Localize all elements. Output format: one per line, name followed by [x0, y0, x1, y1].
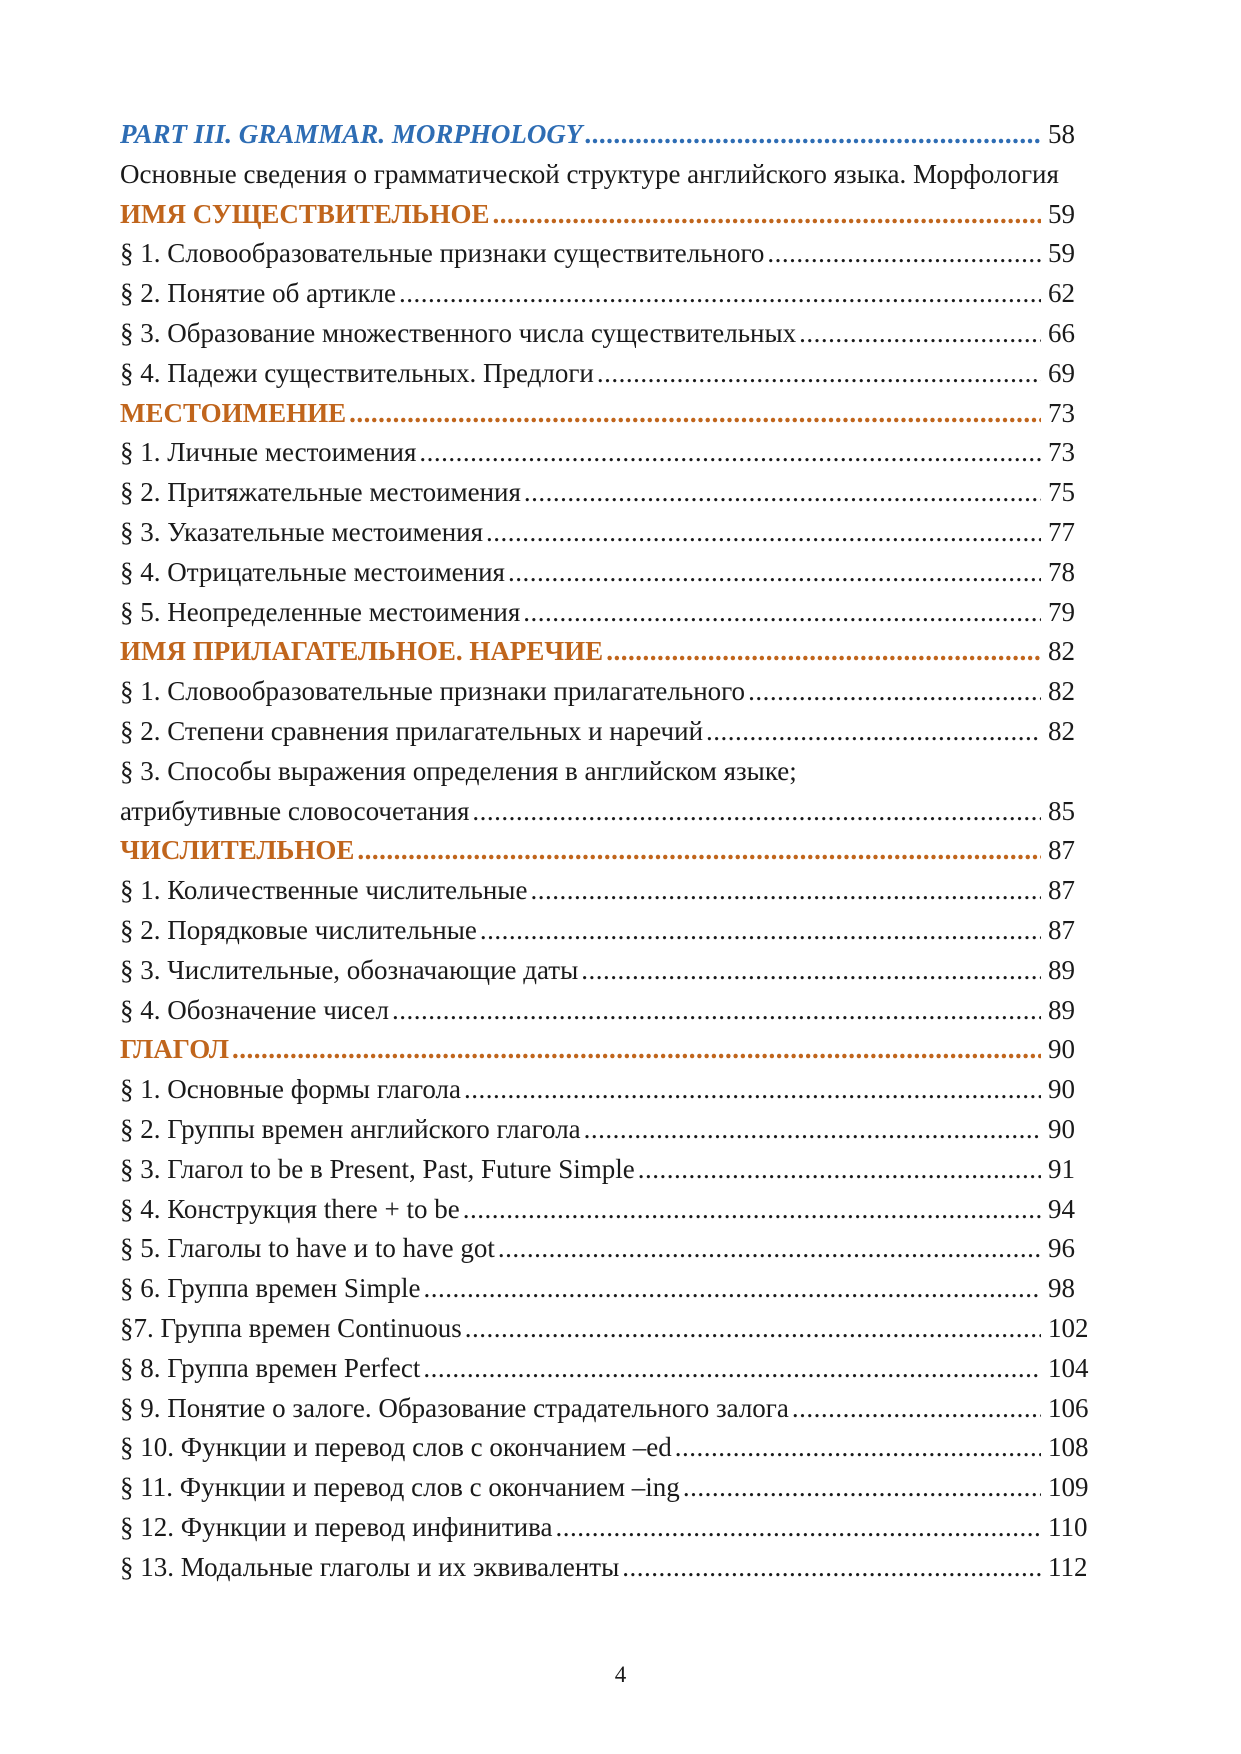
dot-leader — [584, 1110, 1041, 1150]
dot-leader — [767, 234, 1041, 274]
toc-entry[interactable]: § 1. Количественные числительные ..... 87 — [120, 871, 1100, 911]
toc-entry[interactable]: § 5. Глаголы to have и to have got ..... 96 — [120, 1229, 1100, 1269]
dot-leader — [465, 1309, 1041, 1349]
dot-leader — [419, 433, 1041, 473]
dot-leader — [486, 513, 1041, 553]
dot-leader — [524, 473, 1041, 513]
toc-part-heading[interactable] — [120, 115, 1100, 155]
toc-entry-line1[interactable]: § 3. Способы выражения определения в английском языке; — [120, 755, 797, 786]
dot-leader — [493, 195, 1041, 235]
dot-leader — [423, 1269, 1041, 1309]
dot-leader — [498, 1229, 1041, 1269]
toc-entry[interactable]: § 2. Понятие об артикле ..... 62 — [120, 274, 1100, 314]
toc-entry[interactable]: § 3. Числительные, обозначающие даты ..... 89 — [120, 951, 1100, 991]
dot-leader — [638, 1150, 1041, 1190]
dot-leader — [675, 1428, 1041, 1468]
dot-leader — [232, 1030, 1041, 1070]
toc-chapter-heading[interactable]: ИМЯ ПРИЛАГАТЕЛЬНОЕ. НАРЕЧИЕ ..... 82 — [120, 632, 1100, 672]
toc-entry[interactable]: § 4. Отрицательные местоимения ..... 78 — [120, 553, 1100, 593]
dot-leader — [399, 274, 1041, 314]
toc-chapter-heading[interactable]: ЧИСЛИТЕЛЬНОЕ ..... 87 — [120, 831, 1100, 871]
toc-entry[interactable]: § 2. Степени сравнения прилагательных и наречий ..... 82 — [120, 712, 1100, 752]
toc-entry[interactable]: § 3. Указательные местоимения ..... 77 — [120, 513, 1100, 553]
toc-entry[interactable]: §7. Группа времен Continuous ..... 102 — [120, 1309, 1100, 1349]
dot-leader — [585, 115, 1041, 155]
toc-entry[interactable]: § 13. Модальные глаголы и их эквиваленты ..... 112 — [120, 1548, 1100, 1588]
toc-entry[interactable]: § 3. Образование множественного числа существительных ..... 66 — [120, 314, 1100, 354]
dot-leader — [523, 593, 1041, 633]
dot-leader — [357, 831, 1041, 871]
dot-leader — [581, 951, 1041, 991]
toc-entry[interactable]: § 1. Словообразовательные признаки прилагательного ..... 82 — [120, 672, 1100, 712]
toc-intro — [120, 155, 1100, 195]
toc-entry[interactable]: § 4. Конструкция there + to be ..... 94 — [120, 1190, 1100, 1230]
dot-leader — [464, 1070, 1041, 1110]
dot-leader — [392, 991, 1041, 1031]
dot-leader — [556, 1508, 1041, 1548]
dot-leader — [463, 1190, 1041, 1230]
page-number: 4 — [614, 1662, 627, 1687]
toc-entry[interactable]: § 9. Понятие о залоге. Образование страдательного залога ..... 106 — [120, 1389, 1100, 1429]
toc-entry[interactable]: § 5. Неопределенные местоимения ..... 79 — [120, 593, 1100, 633]
dot-leader — [748, 672, 1041, 712]
toc-entry[interactable]: § 10. Функции и перевод слов с окончанием –ed ..... 108 — [120, 1428, 1100, 1468]
toc-entry[interactable]: § 1. Словообразовательные признаки существительного ..... 59 — [120, 234, 1100, 274]
toc-entry[interactable]: § 11. Функции и перевод слов с окончанием –ing ..... 109 — [120, 1468, 1100, 1508]
toc-entry[interactable]: § 1. Личные местоимения ..... 73 — [120, 433, 1100, 473]
dot-leader — [597, 354, 1041, 394]
intro-text: Основные сведения о грамматической структуре английского языка. Морфология — [120, 158, 1059, 189]
dot-leader — [799, 314, 1041, 354]
toc-entry[interactable]: § 2. Притяжательные местоимения ..... 75 — [120, 473, 1100, 513]
toc-entry[interactable]: § 2. Группы времен английского глагола ..... 90 — [120, 1110, 1100, 1150]
toc-entry[interactable]: § 2. Порядковые числительные ..... 87 — [120, 911, 1100, 951]
toc-entry[interactable]: § 12. Функции и перевод инфинитива ..... 110 — [120, 1508, 1100, 1548]
dot-leader — [423, 1349, 1041, 1389]
toc-entry[interactable]: § 6. Группа времен Simple ..... 98 — [120, 1269, 1100, 1309]
dot-leader — [472, 792, 1041, 832]
dot-leader — [530, 871, 1041, 911]
table-of-contents — [120, 115, 1100, 1587]
dot-leader — [683, 1468, 1041, 1508]
dot-leader — [508, 553, 1041, 593]
toc-entry[interactable]: § 1. Основные формы глагола ..... 90 — [120, 1070, 1100, 1110]
part-title: PART III. GRAMMAR. MORPHOLOGY — [120, 119, 583, 149]
part-page-number: 58 — [1048, 119, 1075, 149]
toc-entry[interactable]: § 8. Группа времен Perfect ..... 104 — [120, 1349, 1100, 1389]
toc-entry[interactable]: § 4. Падежи существительных. Предлоги ..... 69 — [120, 354, 1100, 394]
dot-leader — [480, 911, 1041, 951]
dot-leader — [606, 632, 1041, 672]
dot-leader — [349, 394, 1041, 434]
toc-entry[interactable]: атрибутивные словосочетания ..... 85 — [120, 792, 1100, 832]
toc-chapter-heading[interactable]: ИМЯ СУЩЕСТВИТЕЛЬНОЕ ..... 59 — [120, 195, 1100, 235]
dot-leader — [622, 1548, 1041, 1588]
toc-entry[interactable]: § 4. Обозначение чисел ..... 89 — [120, 991, 1100, 1031]
toc-chapter-heading[interactable]: МЕСТОИМЕНИЕ ..... 73 — [120, 394, 1100, 434]
dot-leader — [792, 1389, 1041, 1429]
toc-chapter-heading[interactable]: ГЛАГОЛ ..... 90 — [120, 1030, 1100, 1070]
dot-leader — [706, 712, 1041, 752]
toc-entry[interactable]: § 3. Глагол to be в Present, Past, Future Simple ..... 91 — [120, 1150, 1100, 1190]
